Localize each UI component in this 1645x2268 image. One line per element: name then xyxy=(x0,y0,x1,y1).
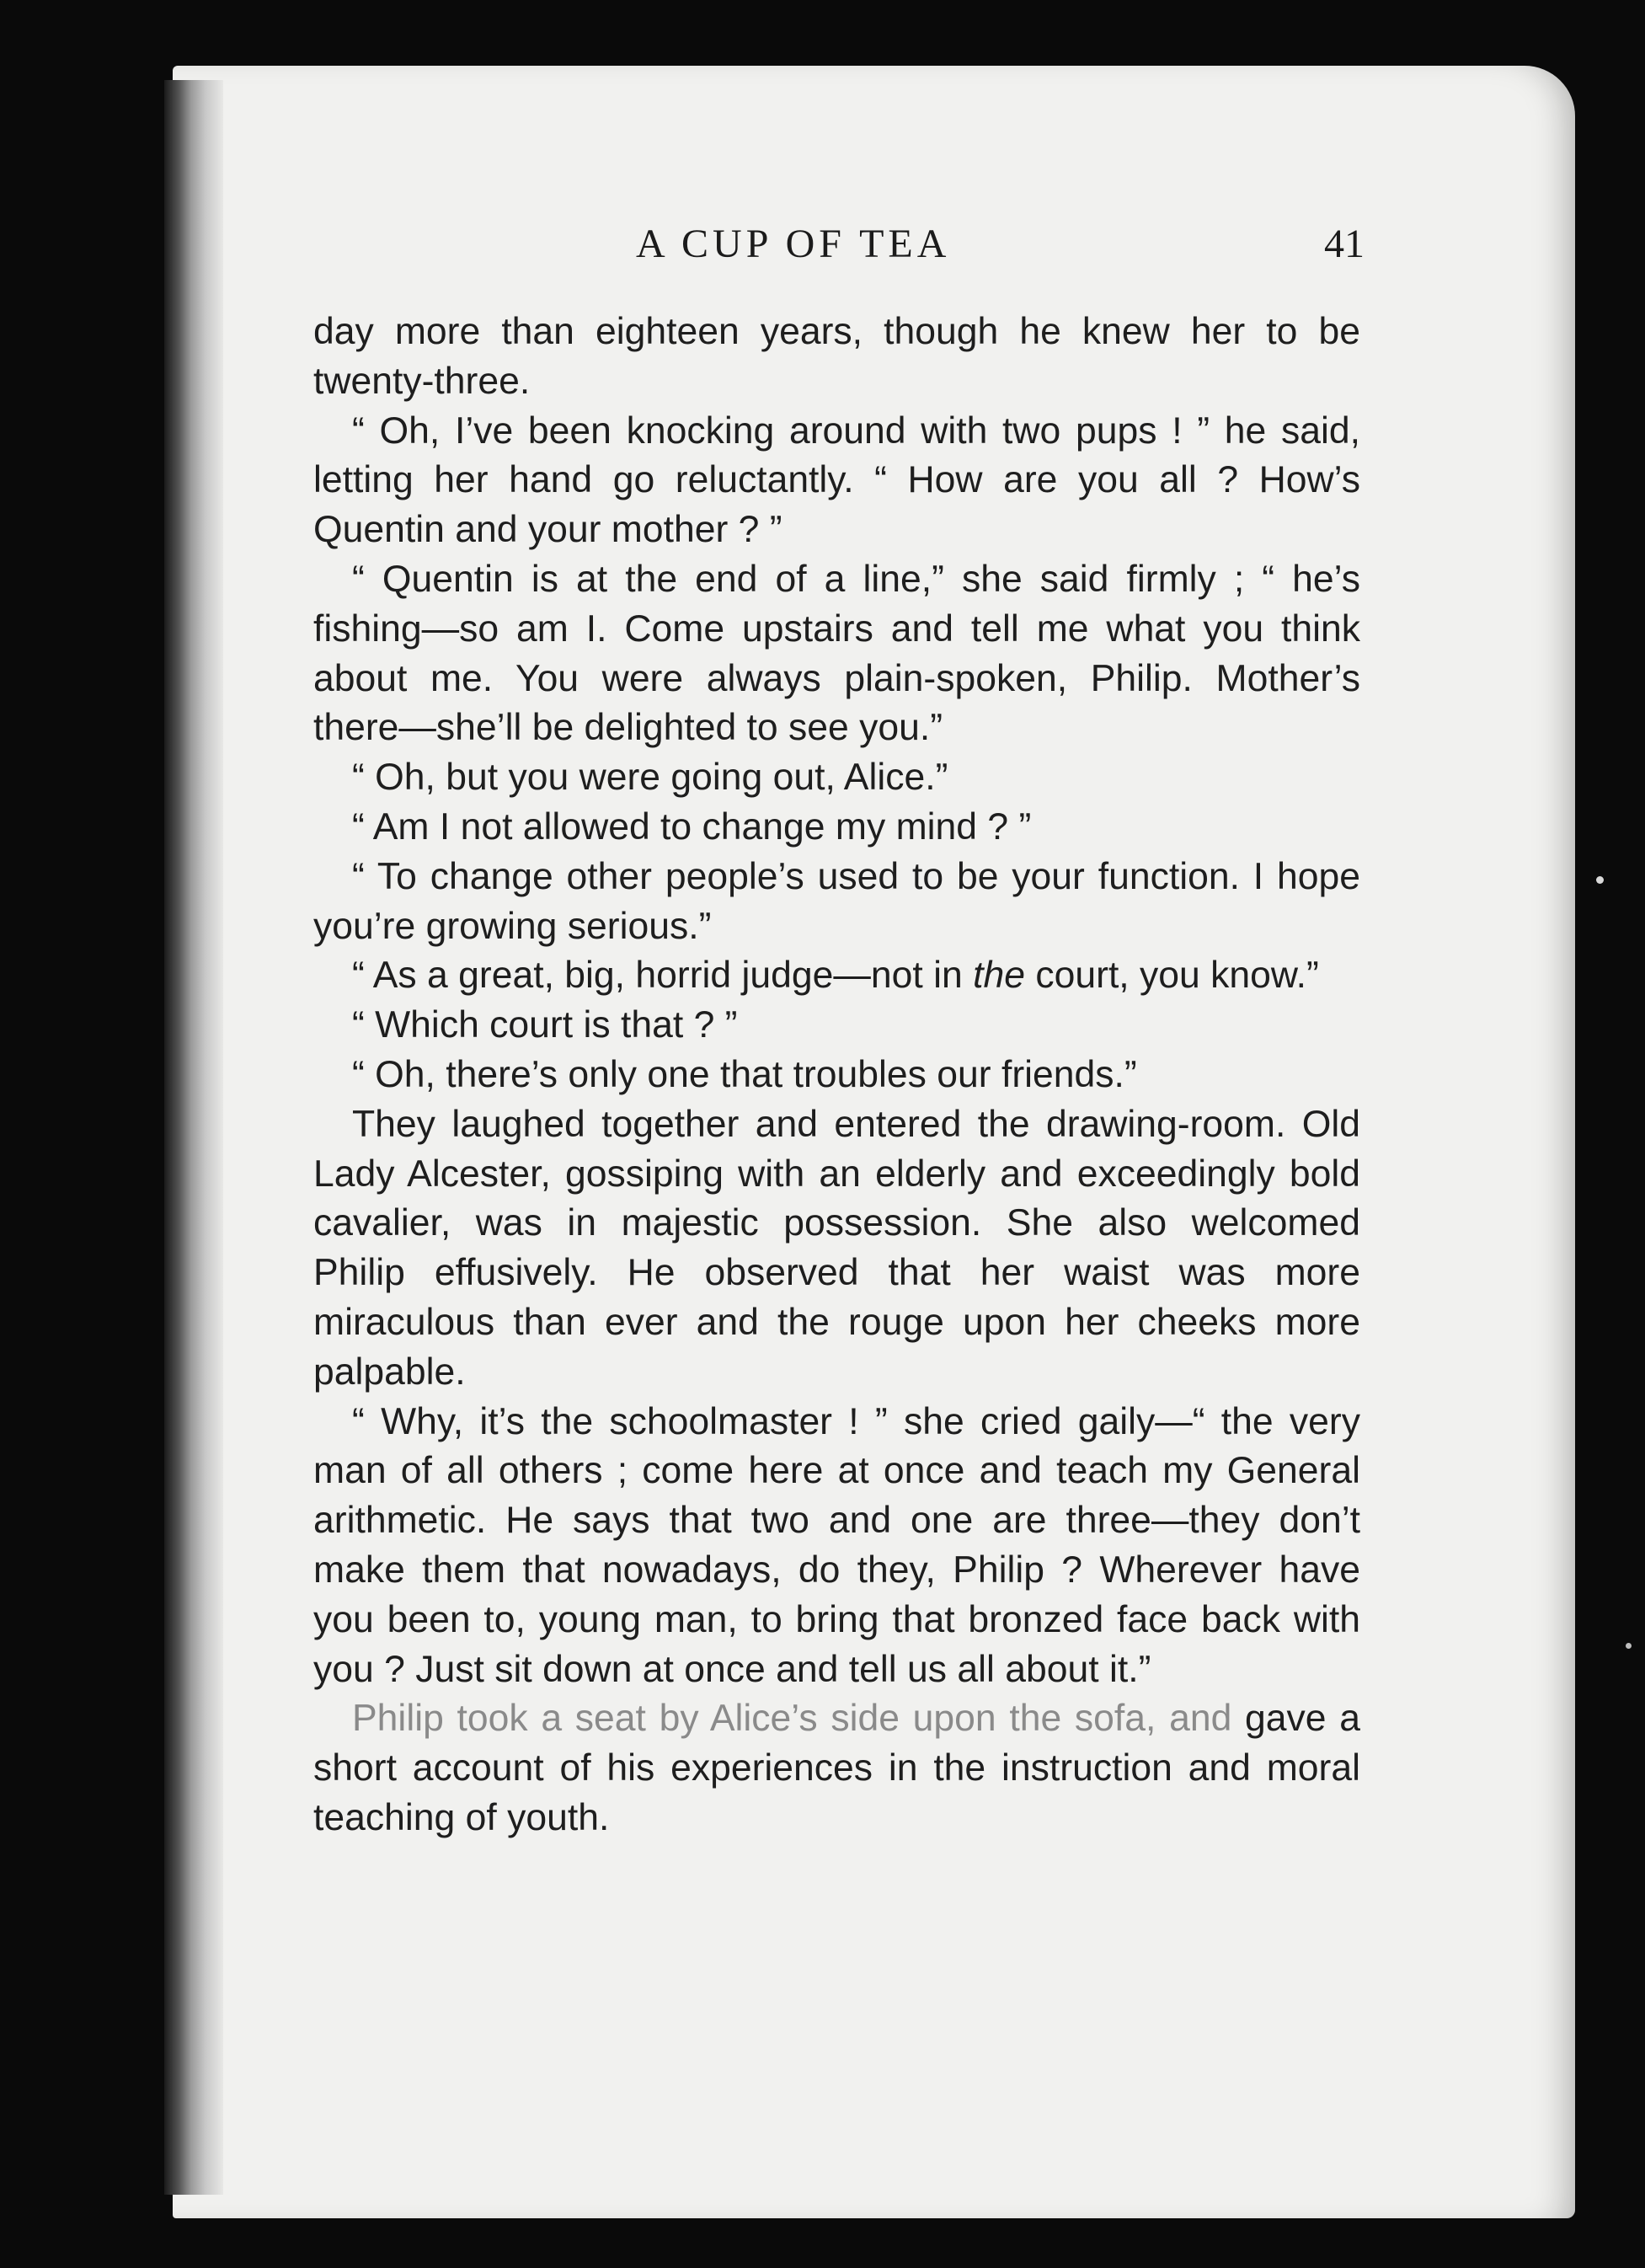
paragraph: day more than eighteen years, though he knew her to be twenty-three. xyxy=(313,311,1360,402)
paragraph: “ To change other people’s used to be your function. I hope you’re growing serious.” xyxy=(313,855,1360,947)
paragraph: “ Quentin is at the end of a line,” she said firmly ; “ he’s fishing—so am I. Come upstairs and tell me what you think about me. You were always plain-spoken, Philip. Mother’s there—she’ll be delighted to see you.” xyxy=(313,558,1360,749)
paragraph: “ Oh, there’s only one that troubles our friends.” xyxy=(352,1053,1137,1095)
running-title: A CUP OF TEA xyxy=(636,222,951,266)
paragraph: “ Why, it’s the schoolmaster ! ” she cried gaily—“ the very man of all others ; come here at once and teach my General arithmetic. He says that two and one are three—they don’t make them that nowadays, do they, Philip ? Wherever have you been to, young man, to bring that bronzed face back with you ? Just sit down at once and tell us all about it.” xyxy=(313,1400,1360,1690)
paragraph: “ Am I not allowed to change my mind ? ” xyxy=(352,805,1032,848)
page-gutter-shadow xyxy=(164,80,223,2195)
final-paragraph-rest: gave a short account of his experiences in the instruction and moral teaching of youth. xyxy=(313,1698,1360,1838)
paragraph: “ Oh, I’ve been knocking around with two pups ! ” he said, letting her hand go reluctantly. “ How are you all ? How’s Quentin and your mother ? ” xyxy=(313,409,1360,551)
emphasis: the xyxy=(973,955,1026,997)
paragraph: “ As a great, big, horrid judge—not in the court, you know.” xyxy=(352,955,1319,997)
paragraph: “ Oh, but you were going out, Alice.” xyxy=(352,757,948,799)
faded-print-line: Philip took a seat by Alice’s side upon the sofa, and xyxy=(352,1698,1232,1740)
running-head xyxy=(312,221,1365,271)
dust-speck xyxy=(1626,1643,1632,1649)
dust-speck xyxy=(1596,876,1604,884)
page-number: 41 xyxy=(1324,222,1365,266)
paragraph: “ Which court is that ? ” xyxy=(352,1004,738,1046)
final-paragraph xyxy=(313,1694,1360,1843)
paragraph: They laughed together and entered the drawing-room. Old Lady Alcester, gossiping with an elderly and exceedingly bold cavalier, was in majestic possession. She also welcomed Philip effusively. He observed that her waist was more miraculous than ever and the rouge upon her cheeks more palpable. xyxy=(313,1103,1360,1393)
body-text xyxy=(313,308,1360,1843)
